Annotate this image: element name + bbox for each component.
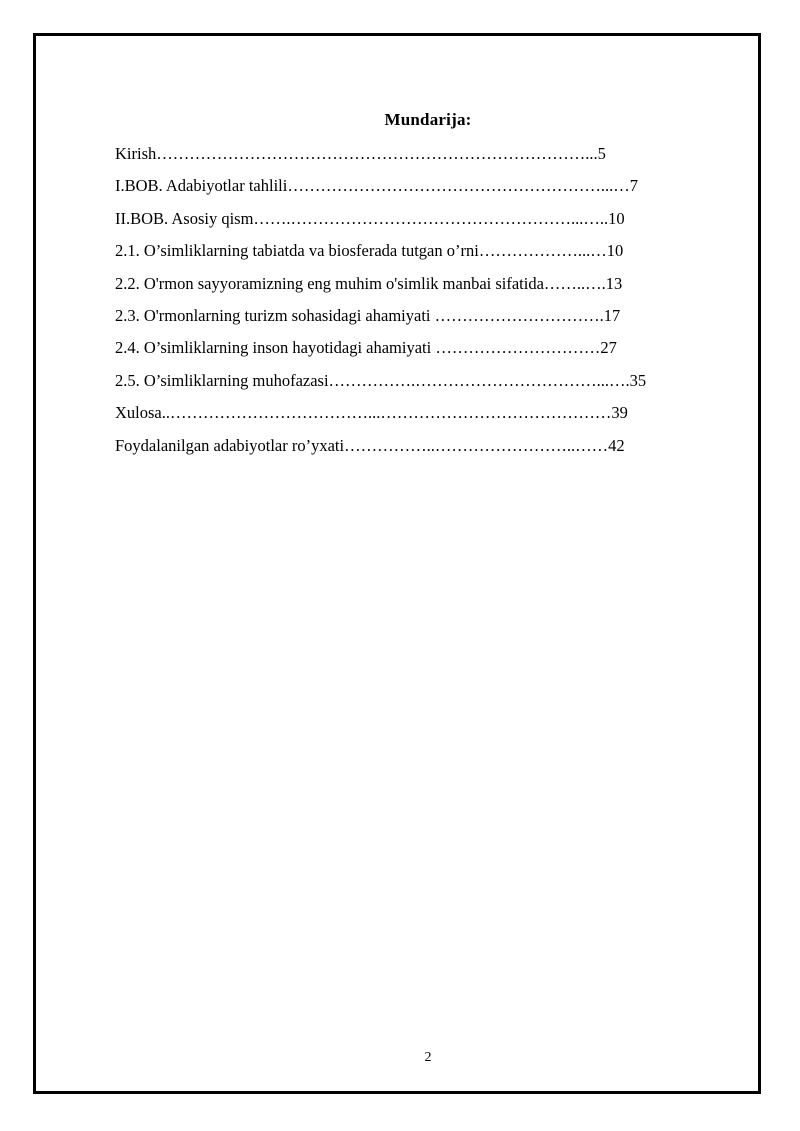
toc-title: Mundarija: [384, 110, 472, 129]
toc-entry-section-2-2: 2.2. O'rmon sayyoramizning eng muhim o'simlik manbai sifatida……..….13 [115, 273, 623, 293]
toc-entry-kirish: Kirish……………………………………………………………………...5 [115, 144, 606, 163]
table-of-contents [115, 141, 715, 465]
toc-entry-xulosa: Xulosa..………………………………...……………………………………39 [115, 403, 628, 423]
toc-entry-bibliography: Foydalanilgan adabiyotlar ro’yxati……………..……………………..……42 [115, 435, 625, 455]
toc-entry-section-2-3: 2.3. O'rmonlarning turizm sohasidagi ahamiyati ………………………….17 [115, 305, 621, 325]
toc-entry-section-2-5: 2.5. O’simliklarning muhofazasi…………….……………………………...….35 [115, 370, 647, 390]
toc-entry-chapter-2: II.BOB. Asosiy qism…….……………………………………………...…..10 [115, 208, 625, 228]
toc-entry-section-2-1: 2.1. O’simliklarning tabiatda va biosferada tutgan o’rni………………...…10 [115, 241, 624, 261]
toc-entry-section-2-4: 2.4. O’simliklarning inson hayotidagi ahamiyati …………………………27 [115, 338, 617, 358]
toc-entry-chapter-1: I.BOB. Adabiyotlar tahlili…………………………………………………...…7 [115, 176, 638, 196]
page-number: 2 [424, 1050, 432, 1065]
